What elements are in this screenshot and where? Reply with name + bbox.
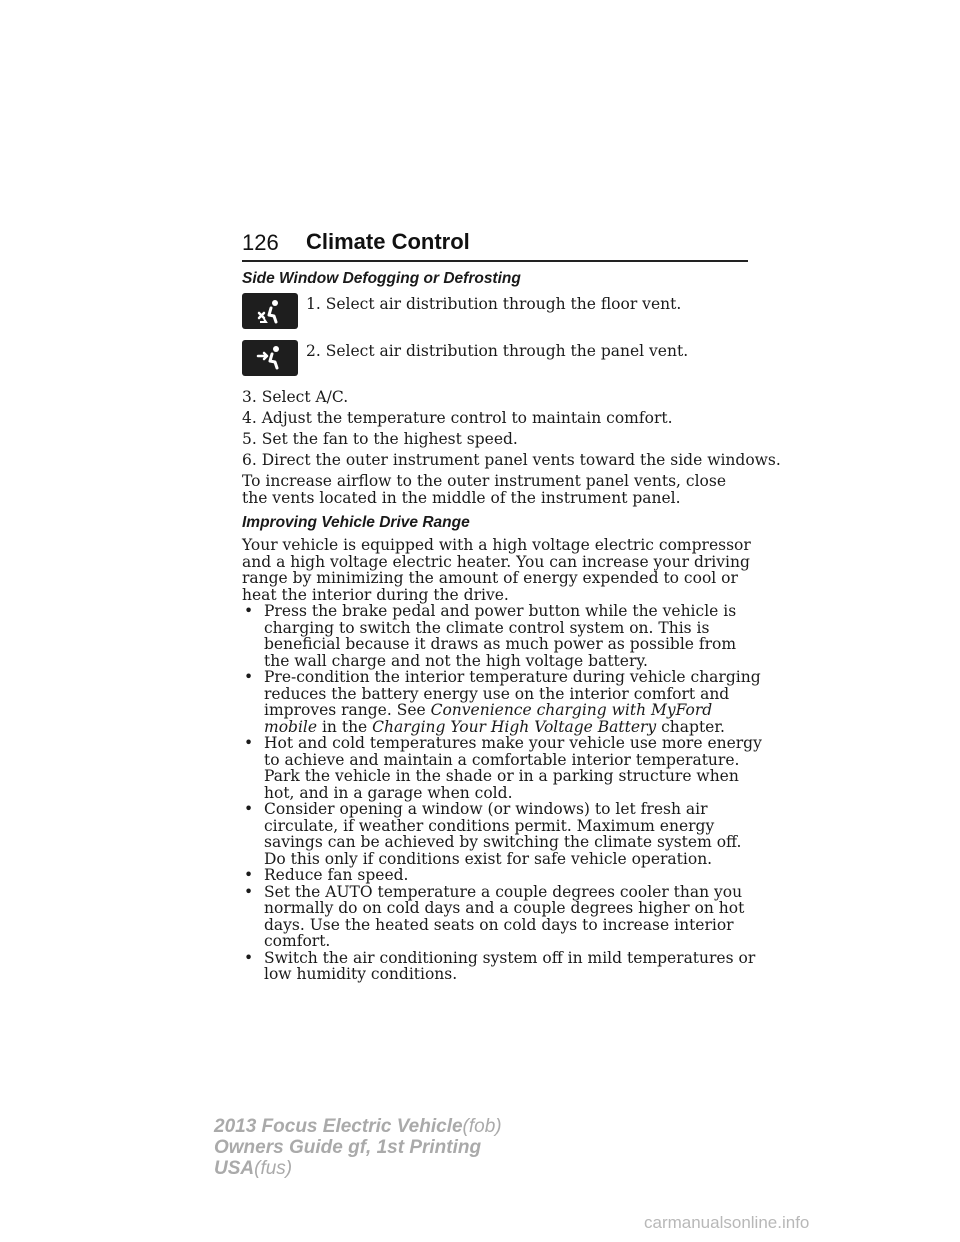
list-item: [242, 735, 762, 801]
tip-text: Set the AUTO temperature a couple degrees cooler than you normally do on cold days and a couple degrees higher on hot days. Use the heated seats on cold days to increase interior comfort.: [264, 882, 745, 950]
floor-vent-icon: [242, 293, 298, 329]
cross-reference-link: Convenience charging with MyFord mobile: [264, 701, 713, 736]
bullet: •: [244, 800, 254, 818]
tip-text: [264, 668, 761, 736]
list-item: [242, 867, 762, 884]
section-heading-drive-range: Improving Vehicle Drive Range: [242, 514, 470, 531]
tip-text-after: chapter.: [656, 717, 725, 736]
tip-text: Switch the air conditioning system off in mild temperatures or low humidity conditions.: [264, 948, 756, 983]
bullet: •: [244, 734, 254, 752]
list-item: [242, 669, 762, 735]
document-footer: [214, 1116, 502, 1179]
tip-text-middle: in the: [317, 717, 373, 736]
list-item: [242, 884, 762, 950]
footer-market: USA: [214, 1158, 255, 1179]
footer-market-code: (fus): [254, 1158, 293, 1179]
bullet: •: [244, 602, 254, 620]
footer-model: 2013 Focus Electric Vehicle: [214, 1116, 463, 1137]
bullet: •: [244, 882, 254, 901]
airflow-note: To increase airflow to the outer instrument panel vents, close the vents located in the middle of the instrument panel.: [242, 472, 726, 507]
section-heading-defogging: Side Window Defogging or Defrosting: [242, 270, 521, 287]
step-1: 1. Select air distribution through the floor vent.: [306, 295, 682, 313]
bullet: •: [244, 668, 254, 686]
footer-line-1: [214, 1116, 502, 1137]
page-number: 126: [242, 230, 279, 255]
step-5: 5. Set the fan to the highest speed.: [242, 430, 518, 448]
footer-line-2: Owners Guide gf, 1st Printing: [214, 1137, 482, 1158]
tip-text: Hot and cold temperatures make your vehicle use more energy to achieve and maintain a comfortable interior temperature. Park the vehicle in the shade or in a parking structure when hot, and in a garage when cold.: [264, 734, 762, 802]
chapter-reference: Charging Your High Voltage Battery: [372, 717, 657, 736]
page-title: Climate Control: [306, 229, 470, 254]
list-item: [242, 603, 762, 669]
bullet: •: [244, 948, 254, 967]
step-4: 4. Adjust the temperature control to maintain comfort.: [242, 409, 673, 427]
watermark: carmanualsonline.info: [644, 1213, 810, 1232]
list-item: [242, 950, 762, 983]
bullet: •: [244, 866, 254, 884]
list-item: [242, 801, 762, 867]
footer-model-code: (fob): [462, 1116, 502, 1137]
footer-line-3: [214, 1158, 502, 1179]
tip-text-before: Pre-condition the interior temperature during vehicle charging reduces the battery energy use on the interior comfort and improves range. See: [264, 668, 761, 719]
step-6: 6. Direct the outer instrument panel vents toward the side windows.: [242, 451, 781, 469]
tip-text: Press the brake pedal and power button while the vehicle is charging to switch the climate control system on. This is beneficial because it draws as much power as possible from the wall charge and not the high voltage battery.: [264, 602, 737, 670]
drive-range-tips: [242, 603, 762, 983]
page-header: [242, 228, 748, 262]
panel-vent-icon: [242, 340, 298, 376]
tip-text: Consider opening a window (or windows) to let fresh air circulate, if weather conditions permit. Maximum energy savings can be achieved by switching the climate system off. Do this only if conditions exist for safe vehicle operation.: [264, 800, 742, 868]
tip-text: Reduce fan speed.: [264, 866, 409, 884]
drive-range-intro: Your vehicle is equipped with a high voltage electric compressor and a high voltage electric heater. You can increase your driving range by minimizing the amount of energy expended to cool or heat the interior during the drive.: [242, 536, 751, 604]
step-2: 2. Select air distribution through the panel vent.: [306, 342, 689, 360]
step-3: 3. Select A/C.: [242, 388, 349, 406]
